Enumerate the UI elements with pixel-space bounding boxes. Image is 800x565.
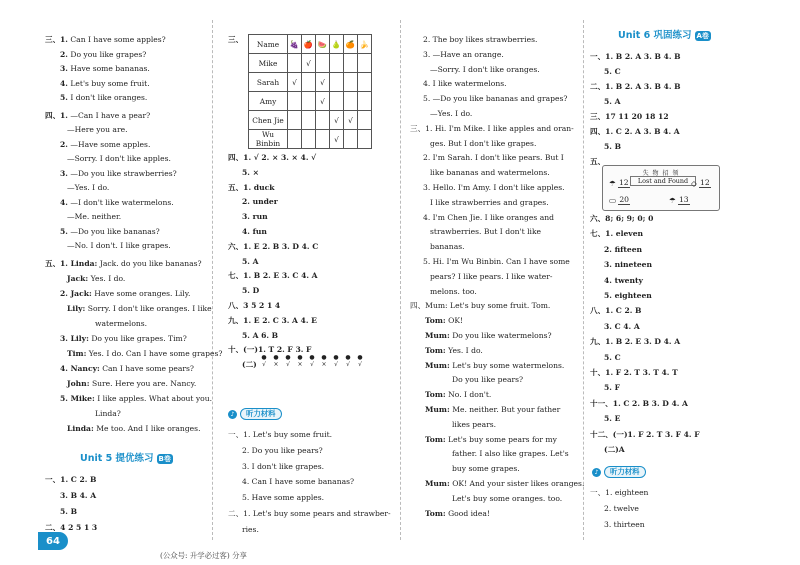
dialog-line: 3. Lily: Do you like grapes. Tim? [60,333,187,343]
empty-cell [344,92,358,111]
row-name: Chen Jie [249,111,288,130]
answer-line: 5. I don't like oranges. [60,93,148,102]
dialog-line: Jack: Yes. I do. [67,273,126,283]
empty-cell [288,111,302,130]
answer-line: 一、1. B 2. A 3. B 4. B [590,52,681,61]
fruit-icon: ● [261,354,267,361]
fruit-icon: 🍇 [288,35,302,54]
listen-line: 二、1. Let's buy some pears and strawber- [228,509,391,518]
dialog-line: Tom: Good idea! [425,508,490,518]
empty-cell [302,92,316,111]
check-icon: √ [330,130,344,149]
dialog-line: Let's buy some oranges. too. [452,493,563,503]
answer-line: 3. run [242,212,268,222]
empty-cell [330,73,344,92]
answer-line: 5. A [604,97,621,106]
empty-cell [358,54,372,73]
answer-line: —Me. neither. [67,212,122,221]
picture-item [259,354,269,368]
headphone-icon: ♪ [592,468,601,477]
answer-line: 5. B [604,142,621,151]
dialog-line: Tom: No. I don't. [425,390,492,400]
fruit-icon: ● [309,354,315,361]
answer-line: —Sorry. I don't like oranges. [430,64,540,74]
lost-item-book: ▭ 20 [609,195,630,205]
answer-line: 三、17 11 20 18 12 [590,112,669,121]
lost-item-umbrella-2: ☂ 13 [669,195,689,205]
answer-line: 十一、1. C 2. B 3. D 4. A [590,398,688,408]
dialog-line: 2. Jack: Have some oranges. Lily. [60,288,191,298]
mark: √ [262,361,266,368]
answer-line: 二、1. B 2. A 3. B 4. B [590,82,681,91]
check-icon: √ [316,92,330,111]
picture-item [355,354,365,368]
dialog-line: John: Sure. Here you are. Nancy. [67,378,197,388]
answer-line: 5. F [604,383,620,393]
column-divider [400,20,401,540]
empty-cell [288,130,302,149]
answer-line: 1. —Can I have a pear? [60,110,151,120]
answer-line: 4. I'm Chen Jie. I like oranges and [423,212,554,222]
dialog-line: Tom: Yes. I do. [425,345,483,355]
listening-material-label [592,466,646,478]
row-name: Amy [249,92,288,111]
answer-line: 七、1. B 2. E 3. C 4. A [228,271,318,281]
umbrella-icon: ☂ [669,195,676,205]
answer-line: 八、1. C 2. B [590,306,642,316]
answer-line: 1. Can I have some apples? [60,35,166,44]
answer-line: 4. twenty [604,275,643,285]
answer-line: 3. Have some bananas. [60,64,150,73]
dialog-line: Mum: Me. neither. But your father [425,405,561,414]
answer-line: 4. fun [242,227,267,236]
fruit-icon: 🍌 [358,35,372,54]
lost-found-title-en: Lost and Found [630,176,696,186]
check-icon: √ [316,73,330,92]
picture-item [307,354,317,368]
empty-cell [344,73,358,92]
answer-line: —Here you are. [67,125,128,134]
section-label: 五、 [45,258,61,268]
fruit-icon: ● [357,354,363,361]
mark: √ [310,361,314,368]
picture-item [343,354,353,368]
answer-line: 四、Mum: Let's buy some fruit. Tom. [410,301,551,311]
fruit-icon: 🍎 [302,35,316,54]
picture-item [319,354,329,368]
dialog-line: 1. Linda: Jack. do you like bananas? [60,258,202,268]
answer-line: 5. Hi. I'm Wu Binbin. Can I have some [423,257,570,266]
answer-line: 六、8; 6; 9; 0; 0 [590,214,654,223]
answer-line: bananas. [430,242,465,252]
unit-title: Unit 6 巩固练习 A卷 [618,30,709,41]
answer-line: —Yes. I do. [430,109,473,118]
answer-line: 3. C 4. A [604,321,640,331]
answer-line: 5. —Do you like bananas and grapes? [423,94,568,104]
column-divider [212,20,213,540]
table-row [249,130,372,149]
answer-line: 二、4 2 5 1 3 [45,522,98,532]
answer-line: 十二、(一)1. F 2. T 3. F 4. F [590,429,700,439]
check-icon: √ [288,73,302,92]
dialog-line: Tom: OK! [425,316,464,326]
mark: √ [358,361,362,368]
answer-line: 2. I'm Sarah. I don't like pears. But I [423,153,564,163]
dialog-line: Do you like pears? [452,375,524,385]
empty-cell [330,92,344,111]
answer-line: 四、1. √ 2. × 3. × 4. √ [228,153,317,162]
mark: × [297,361,303,368]
fruit-icon: ● [285,354,291,361]
answer-line: 一、1. C 2. B [45,474,97,484]
lost-and-found-box [602,165,720,211]
empty-cell [344,130,358,149]
answer-line: 3. —Have an orange. [423,49,504,59]
listen-line: 3. I don't like grapes. [242,461,324,471]
fruit-icon: 🍐 [330,35,344,54]
empty-cell [302,73,316,92]
book-icon: ▭ [609,195,617,205]
listen-line: 2. Do you like pears? [242,445,323,455]
answer-line: melons. too. [430,286,477,296]
unit-tag: A卷 [696,32,709,40]
listen-line: 一、1. Let's buy some fruit. [228,430,333,439]
lost-found-title-cn: 失 物 招 领 [642,170,680,177]
table-row [249,54,372,73]
dialog-line: Linda: Me too. And I like oranges. [67,423,201,433]
row-name: Wu Binbin [249,130,288,149]
headphone-icon: ♪ [228,410,237,419]
empty-cell [288,92,302,111]
empty-cell [358,73,372,92]
listening-material-label [228,408,282,420]
answer-line: 八、3 5 2 1 4 [228,301,281,310]
dialog-line: 5. Mike: I like apples. What about you. [60,393,213,403]
section-label: 三、 [228,35,244,44]
empty-cell [330,54,344,73]
fruit-icon: ● [273,354,279,361]
answer-line: 五、 [590,157,606,166]
empty-cell [316,111,330,130]
listen-line: 2. twelve [604,503,639,513]
check-icon: √ [344,111,358,130]
answer-line: 十、1. F 2. T 3. T 4. T [590,368,678,377]
listen-line: 5. Have some apples. [242,493,325,503]
answer-line: 3. nineteen [604,260,653,270]
answer-line: like bananas and watermelons. [430,168,550,178]
dialog-line: Mum: OK! And your sister likes oranges. [425,479,585,488]
row-name: Sarah [249,73,288,92]
answer-line: 3. —Do you like strawberries? [60,168,177,178]
answer-line: 九、1. E 2. C 3. A 4. E [228,315,317,325]
answer-line: 5. C [604,352,621,362]
listen-line: 4. Can I have some bananas? [242,477,355,487]
answer-line: ges. But I don't like grapes. [430,138,537,148]
picture-item [283,354,293,368]
table-row [249,73,372,92]
fruit-icon: ● [297,354,303,361]
answer-line: (二)A [604,445,625,454]
table-row [249,92,372,111]
answer-line: 4. Let's buy some fruit. [60,78,150,88]
answer-line: 五、1. duck [228,182,275,192]
dialog-line: Linda? [95,408,121,418]
answer-line: 4. I like watermelons. [423,79,507,89]
page-number: 64 [38,532,68,550]
mark: √ [286,361,290,368]
dialog-line: Lily: Sorry. I don't like oranges. I like [67,303,212,313]
dialog-line: Tim: Yes. I do. Can I have some grapes? [67,348,223,358]
check-icon: √ [302,54,316,73]
answer-line: 5. —Do you like bananas? [60,226,160,236]
answer-line: 3. Hello. I'm Amy. I don't like apples. [423,183,565,192]
answer-line: 2. The boy likes strawberries. [423,35,538,44]
answer-line: 5. C [604,67,621,76]
table-header-name: Name [249,35,288,54]
answer-line: 2. fifteen [604,244,643,254]
empty-cell [358,111,372,130]
check-icon: √ [330,111,344,130]
dialog-line: Mum: Do you like watermelons? [425,331,552,340]
fruit-icon: ● [333,354,339,361]
answer-line: 5. D [242,286,260,296]
picture-item [331,354,341,368]
fruit-icon: ● [321,354,327,361]
answer-table [248,34,372,149]
answer-line: 2. —Have some apples. [60,139,151,149]
empty-cell [358,130,372,149]
answer-line: 5. B [60,506,77,516]
answer-line: 4. —I don't like watermelons. [60,197,174,207]
footer-note: (公众号: 升学必过客) 分享 [160,551,247,560]
answer-line: strawberries. But I don't like [430,227,542,237]
answer-line: 5. eighteen [604,291,652,300]
answer-line: —Sorry. I don't like apples. [67,154,171,163]
mark: × [321,361,327,368]
dialog-line: 4. Nancy: Can I have some pears? [60,363,194,373]
fruit-icon: 🍉 [316,35,330,54]
section-label: 四、 [45,110,61,120]
lost-item-umbrella: ☂ 12 [609,178,629,188]
answer-line: pears? I like pears. I like water- [430,271,553,281]
answer-line: 2. Do you like grapes? [60,49,147,59]
answer-line: 5. E [604,414,621,424]
dialog-line: Mum: Let's buy some watermelons. [425,360,565,370]
dialog-line: buy some grapes. [452,464,520,474]
dialog-line: father. I also like grapes. Let's [452,449,569,459]
dialog-line: likes pears. [452,419,497,429]
listen-line: ries. [242,524,259,534]
answer-line: 四、1. C 2. A 3. B 4. A [590,127,680,136]
answer-line: 5. × [242,167,259,177]
answer-line: 5. A [242,256,259,266]
answer-line: 三、1. Hi. I'm Mike. I like apples and oran- [410,123,574,133]
mark: × [273,361,279,368]
empty-cell [302,111,316,130]
column-divider [583,20,584,540]
section-label: 三、 [45,35,61,44]
unit-title: Unit 5 提优练习 B卷 [80,452,171,464]
listen-label: 听力材料 [604,466,646,478]
mark: √ [334,361,338,368]
fruit-pictures-row [259,354,365,368]
empty-cell [344,54,358,73]
listen-line: 一、1. eighteen [590,488,649,497]
empty-cell [288,54,302,73]
answer-line: 七、1. eleven [590,229,644,239]
answer-line: 5. A 6. B [242,330,279,340]
umbrella-icon: ☂ [609,178,616,188]
unit-tag: B卷 [158,454,171,463]
answer-line: 九、1. B 2. E 3. D 4. A [590,337,681,347]
listen-line: 3. thirteen [604,519,645,529]
answer-line: 六、1. E 2. B 3. D 4. C [228,241,319,251]
answer-line: (二) [242,360,257,370]
fruit-icon: ● [345,354,351,361]
answer-line: 3. B 4. A [60,490,97,500]
answer-line: —Yes. I do. [67,183,110,192]
dialog-line: watermelons. [95,318,148,328]
empty-cell [316,130,330,149]
picture-item [271,354,281,368]
answer-line: 十、(一)1. T 2. F 3. F [228,345,312,355]
listen-label: 听力材料 [240,408,282,420]
dialog-line: Tom: Let's buy some pears for my [425,434,557,444]
empty-cell [316,54,330,73]
empty-cell [302,130,316,149]
lost-item-kite: ◇ 12 [691,178,710,188]
answer-line: I like strawberries and grapes. [430,197,549,207]
table-row [249,111,372,130]
empty-cell [358,92,372,111]
answer-line: —No. I don't. I like grapes. [67,241,171,250]
answer-line: 2. under [242,197,278,207]
mark: √ [346,361,350,368]
fruit-icon: 🍊 [344,35,358,54]
row-name: Mike [249,54,288,73]
kite-icon: ◇ [691,178,697,188]
picture-item [295,354,305,368]
